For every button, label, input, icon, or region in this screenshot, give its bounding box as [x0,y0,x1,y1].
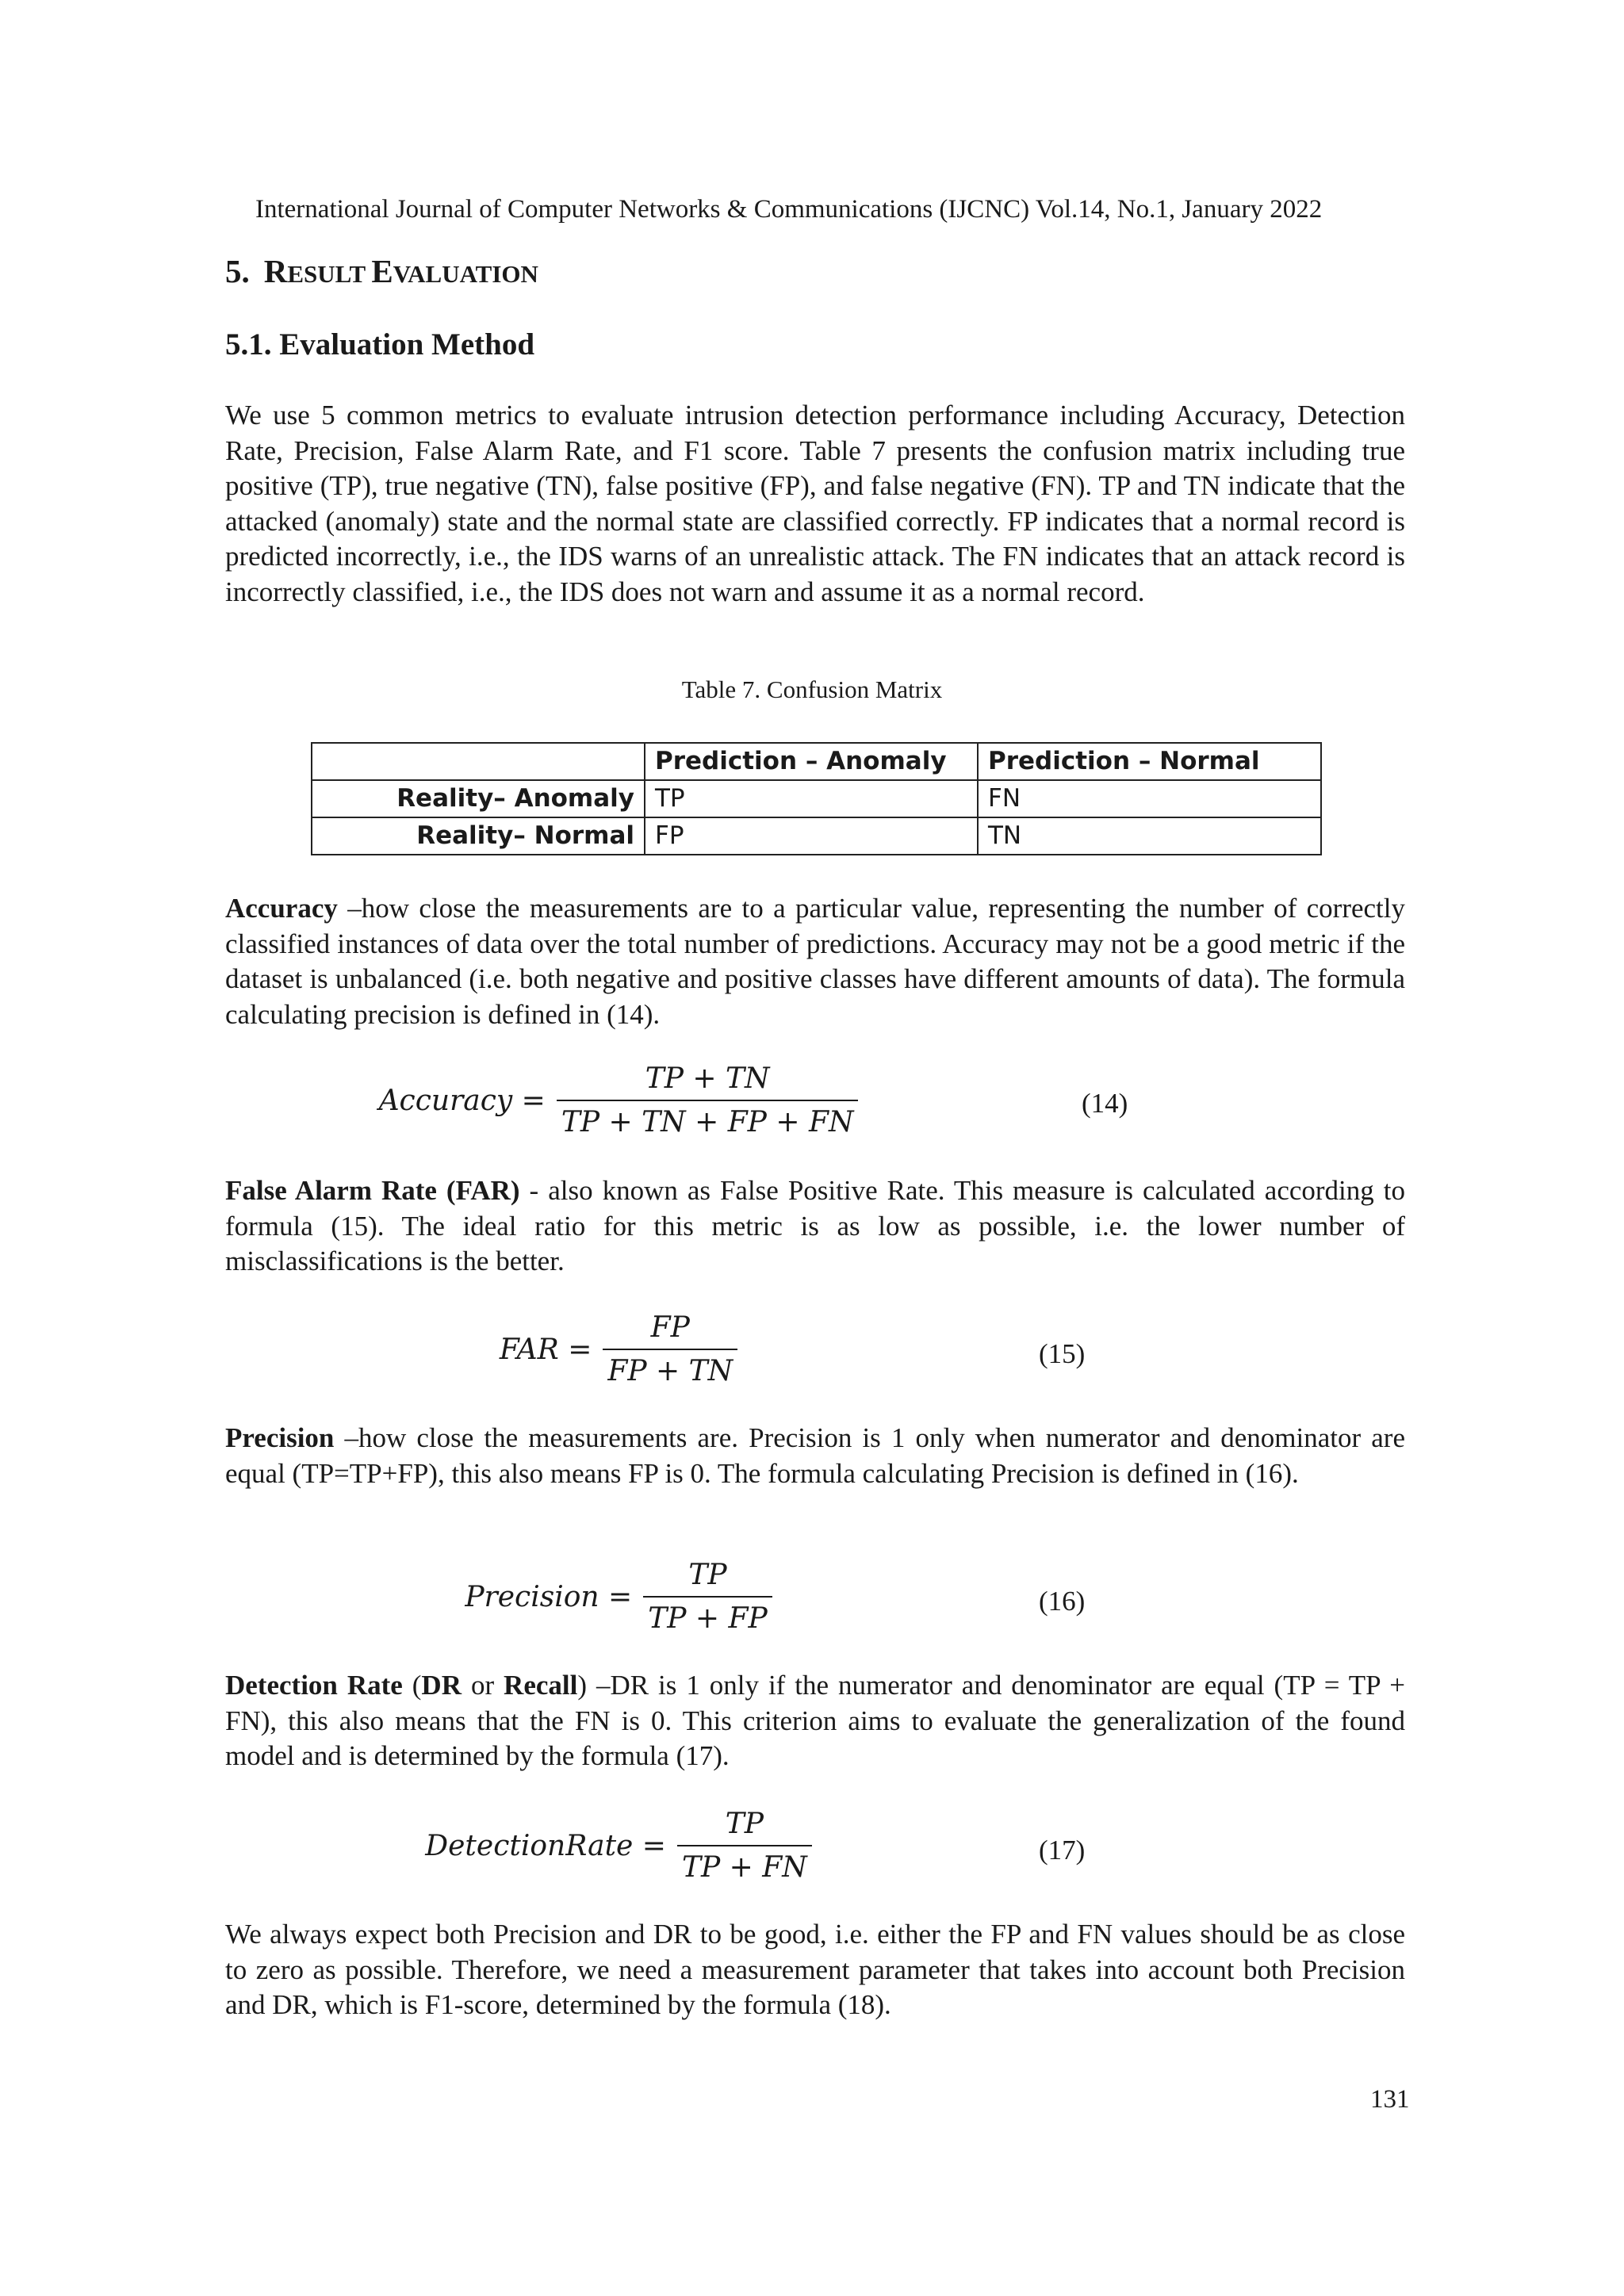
recall-term: Recall [504,1670,578,1701]
table-caption: Table 7. Confusion Matrix [681,675,943,703]
equation-denominator: TP + TN + FP + FN [557,1100,859,1138]
equation-fraction [557,1062,859,1138]
far-text: - also known as False Positive Rate. This measure is calculated according to formula (15). The ideal ratio for this metric is as low as possible, i.e. the lower number of misclassifications is the better. [225,1175,1405,1276]
equation-denominator: TP + FP [643,1596,772,1635]
table-header-cell: Prediction – Normal [978,743,1321,780]
equation-numerator: TP [688,1559,727,1591]
intro-paragraph: We use 5 common metrics to evaluate intrusion detection performance including Accuracy, Detection Rate, Precision, False Alarm Rate, and F1 score. Table 7 presents the confusion matrix including true positive (TP), true negative (TN), false positive (FP), and false negative (FN). TP and TN indicate that the attacked (anomaly) state and the normal state are classified correctly. FP indicates that a normal record is predicted incorrectly, i.e., the IDS warns of an unrealistic attack. The FN indicates that an attack record is incorrectly classified, i.e., the IDS does not warn and assume it as a normal record. [225,400,1405,607]
equation-number: (14) [1082,1088,1128,1119]
section-heading [225,252,538,290]
section-title-part2: VALUATION [393,260,538,288]
section-title-cap1: R [263,253,288,289]
precision-text: –how close the measurements are. Precision is 1 only when numerator and denominator are equal (TP=TP+FP), this also means FP is 0. The formula calculating Precision is defined in (16). [225,1422,1405,1489]
table-header-cell: Prediction – Anomaly [645,743,978,780]
detection-rate-or: or [461,1670,504,1701]
section-number: 5. [225,253,250,289]
detection-rate-open: ( [402,1670,422,1701]
table-header-row [312,743,1321,780]
equation-numerator: FP [650,1311,690,1344]
section-title-cap2: E [371,253,393,289]
table-cell: TP [645,780,978,817]
precision-paragraph [225,1421,1405,1491]
table-cell: FN [978,780,1321,817]
section-title-part1: ESULT [287,260,372,288]
equation-denominator: TP + FN [677,1845,812,1884]
precision-term: Precision [225,1422,335,1453]
equation-fraction [643,1559,772,1635]
detection-rate-paragraph [225,1668,1405,1774]
page-number: 131 [1370,2085,1410,2114]
equation-fraction [603,1311,737,1387]
equation-fraction [677,1808,812,1884]
equation-number: (16) [1039,1586,1086,1617]
accuracy-equation [0,1061,1237,1140]
accuracy-term: Accuracy [225,893,338,924]
equation-denominator: FP + TN [603,1349,737,1387]
far-paragraph [225,1173,1405,1280]
equation-number: (15) [1039,1338,1086,1369]
far-term: False Alarm Rate (FAR) [225,1175,520,1206]
closing-paragraph: We always expect both Precision and DR to be good, i.e. either the FP and FN values should be as close to zero as possible. Therefore, we need a measurement parameter that takes into account both Precision and DR, which is F1-score, determined by the formula (18). [225,1919,1405,2020]
equation-lhs: FAR = [499,1333,592,1366]
detection-rate-term: Detection Rate [225,1670,403,1701]
table-header-cell [312,743,645,780]
table-cell: TN [978,817,1321,855]
equation-lhs: DetectionRate = [425,1829,666,1862]
detection-rate-text: ) –DR is 1 only if the numerator and denominator are equal (TP = TP + FN), this also means that the FN is 0. This criterion aims to evaluate the generalization of the found model and is determined by the formula (17). [225,1670,1405,1771]
table-row [312,817,1321,855]
table-cell: FP [645,817,978,855]
equation-lhs: Precision = [465,1580,633,1613]
accuracy-paragraph [225,891,1405,1032]
equation-lhs: Accuracy = [378,1084,546,1117]
running-header: International Journal of Computer Networks & Communications (IJCNC) Vol.14, No.1, January 2022 [255,195,1323,224]
table-row-label: Reality– Anomaly [312,780,645,817]
dr-abbreviation: DR [421,1670,462,1701]
table-row [312,780,1321,817]
table-row-label: Reality– Normal [312,817,645,855]
equation-number: (17) [1039,1835,1086,1866]
confusion-matrix-table [311,742,1322,855]
equation-numerator: TP [725,1808,764,1840]
equation-numerator: TP + TN [645,1062,770,1095]
subsection-heading: 5.1. Evaluation Method [225,327,535,362]
accuracy-text: –how close the measurements are to a particular value, representing the number of correctly classified instances of data over the total number of predictions. Accuracy may not be a good metric if the dataset is unbalanced (i.e. both negative and positive classes have different amounts of data). The formula calculating precision is defined in (14). [225,893,1405,1030]
